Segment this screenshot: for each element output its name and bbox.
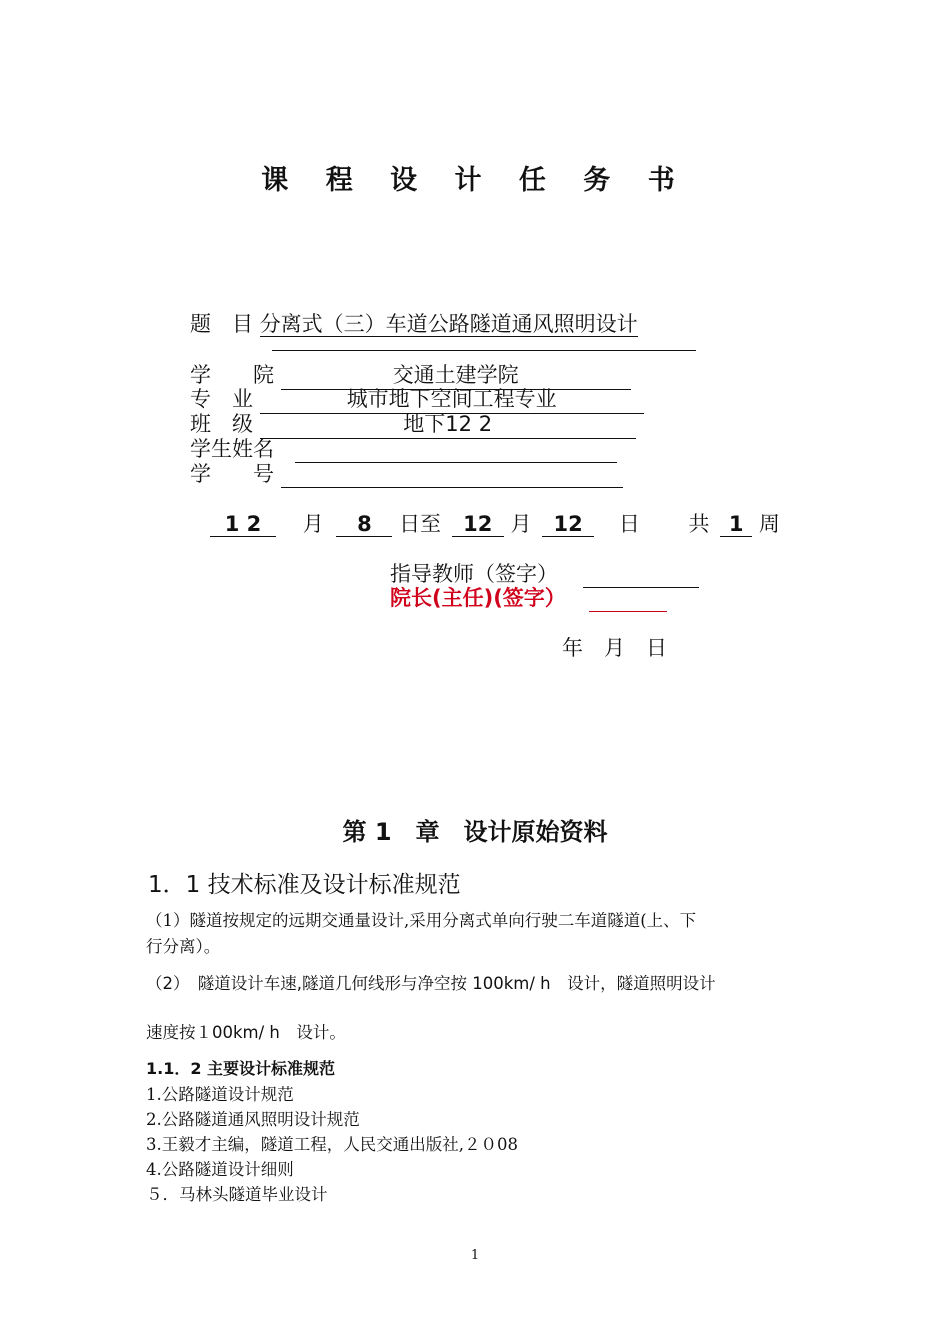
reference-item: ５．马林头隧道毕业设计 <box>146 1185 328 1204</box>
schedule-row <box>210 508 780 538</box>
reference-item: 1.公路隧道设计规范 <box>146 1085 294 1104</box>
major-label: 专 业 <box>190 387 253 411</box>
week-word: 周 <box>758 512 780 536</box>
start-day: 8 <box>336 512 392 537</box>
weeks-value: 1 <box>720 512 752 537</box>
college-value: 交通土建学院 <box>281 359 631 390</box>
class-label: 班 级 <box>190 412 253 436</box>
date-line: 年 月 日 <box>562 636 667 660</box>
chapter-title: 第 1 章 设计原始资料 <box>342 818 608 846</box>
advisor-label: 指导教师（签字） <box>390 562 558 586</box>
page-number: 1 <box>470 1248 480 1263</box>
topic-continuation-line <box>272 350 696 351</box>
document-title: 课 程 设 计 任 务 书 <box>261 165 689 196</box>
dean-label: 院长(主任)(签字） <box>390 586 566 610</box>
student-id-label: 学 号 <box>190 462 274 486</box>
para2-line1: （2） 隧道设计车速,隧道几何线形与净空按 100km/ h 设计，隧道照明设计 <box>146 974 716 993</box>
end-day: 12 <box>542 512 594 537</box>
para2-line2: 速度按１00km/ h 设计。 <box>146 1023 346 1042</box>
major-value: 城市地下空间工程专业 <box>260 383 644 414</box>
month-word-2: 月 <box>510 512 532 536</box>
student-id-line <box>281 465 623 488</box>
college-label: 学 院 <box>190 363 274 387</box>
reference-item: 3.王毅才主编，隧道工程，人民交通出版社,２０08 <box>146 1135 518 1154</box>
topic-label: 题 目 <box>190 312 253 336</box>
reference-item: 2.公路隧道通风照明设计规范 <box>146 1110 360 1129</box>
day-word: 日 <box>618 512 640 536</box>
subsection-title: 1.1．2 主要设计标准规范 <box>146 1059 336 1078</box>
dean-signature-line <box>589 589 667 612</box>
topic-row <box>190 308 638 338</box>
dean-signature-row <box>390 582 667 612</box>
student-name-label: 学生姓名 <box>190 437 274 461</box>
student-id-row <box>190 458 623 488</box>
from-word: 日至 <box>399 512 442 536</box>
topic-value: 分离式（三）车道公路隧道通风照明设计 <box>259 312 638 336</box>
para1-line1: （1）隧道按规定的远期交通量设计,采用分离式单向行驶二车道隧道(上、下 <box>146 911 697 930</box>
month-word: 月 <box>302 512 324 536</box>
class-value: 地下12 2 <box>260 408 636 439</box>
start-month: 1 2 <box>210 512 276 537</box>
para1-line2: 行分离）。 <box>146 937 221 956</box>
section-title: 1．1 技术标准及设计标准规范 <box>148 872 461 898</box>
total-word: 共 <box>688 512 710 536</box>
reference-item: 4.公路隧道设计细则 <box>146 1160 294 1179</box>
end-month: 12 <box>452 512 504 537</box>
